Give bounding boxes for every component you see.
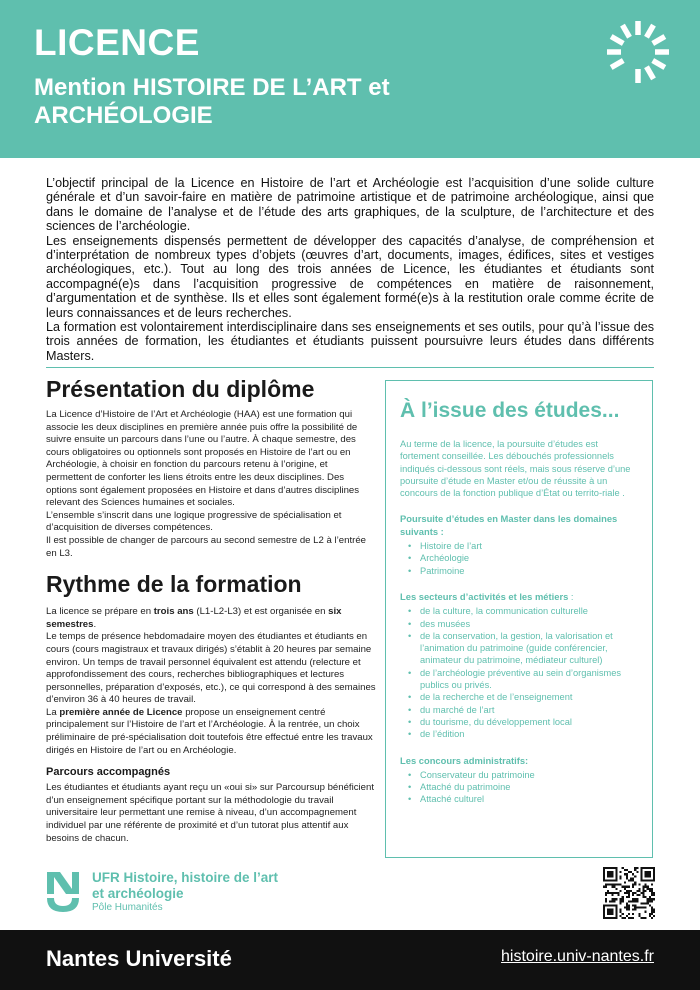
qr-module [645, 896, 647, 898]
qr-module [628, 913, 630, 915]
qr-module [649, 898, 651, 900]
qr-module [653, 911, 655, 913]
qr-module [638, 913, 640, 915]
masters-list [400, 540, 638, 577]
qr-module [634, 907, 636, 909]
qr-module [630, 877, 632, 879]
qr-module [653, 892, 655, 894]
qr-module [628, 892, 630, 894]
qr-module [645, 884, 647, 886]
qr-module [620, 890, 622, 892]
qr-module [609, 900, 611, 902]
qr-module [632, 909, 634, 911]
qr-module [649, 915, 651, 917]
qr-module [609, 892, 611, 894]
parcours-heading: Parcours accompagnés [46, 766, 171, 779]
sunburst-ray [653, 37, 665, 44]
qr-module [628, 904, 630, 906]
qr-module [628, 909, 630, 911]
intro-paragraph: L’objectif principal de la Licence en Histoire de l’art et Archéologie est l’acquisition d’une solide culture générale et d’un savoir-faire en matière de patrimoine artistique et de patrimoine archéologique, ainsi que dans le domaine de l’analyse et de l’étude des arts graphiques, de la sculpture, de l’architecture et des sciences de l’archéologie. [46, 176, 654, 234]
sunburst-ray [623, 25, 630, 37]
list-item: • Attaché culturel [408, 793, 638, 805]
qr-module [630, 890, 632, 892]
qr-module [651, 900, 653, 902]
qr-module [649, 913, 651, 915]
qr-module [624, 869, 626, 871]
qr-module [607, 892, 609, 894]
qr-module [636, 907, 638, 909]
qr-module [620, 915, 622, 917]
qr-module [643, 888, 645, 890]
qr-module [653, 915, 655, 917]
qr-module [651, 913, 653, 915]
qr-module [622, 898, 624, 900]
qr-module [645, 917, 647, 919]
qr-module [638, 907, 640, 909]
list-item: • Histoire de l’art [408, 540, 638, 552]
qr-module [632, 894, 634, 896]
qr-module [632, 879, 634, 881]
bold-run: première année de Licence [59, 706, 183, 718]
intro-paragraph: Les enseignements dispensés permettent de développer des capacités d’analyse, de compréhension et d’interprétation de nombreux types d’objets (œuvres d’art, documents, images, édifices, sites et vestiges archéologiques, etc.). Tout au long des trois années de Licence, les étudiantes et étudiants sont accompagné(e)s dans l’acquisition progressive de compétences en matière de raisonnement, d’argumentation et de synthèse. Ils et elles sont également formé(e)s à la restitution orale comme écrite de leurs connaissances et de leurs recherches. [46, 233, 654, 320]
qr-module [649, 890, 651, 892]
qr-module [628, 917, 630, 919]
qr-module [645, 886, 647, 888]
qr-module [626, 877, 628, 879]
qr-module [620, 909, 622, 911]
qr-module [620, 900, 622, 902]
qr-module [628, 894, 630, 896]
qr-module [651, 890, 653, 892]
presentation-paragraph: Il est possible de changer de parcours au second semestre de L2 à l’entrée en L3. [46, 534, 366, 559]
qr-module [651, 911, 653, 913]
qr-module [647, 886, 649, 888]
sunburst-ray [647, 25, 654, 37]
qr-module [626, 915, 628, 917]
qr-module [632, 873, 634, 875]
qr-module [613, 900, 615, 902]
qr-module [615, 888, 617, 890]
list-item: • Patrimoine [408, 565, 638, 577]
qr-module [645, 890, 647, 892]
qr-module [651, 898, 653, 900]
qr-module [605, 894, 607, 896]
qr-module [626, 873, 628, 875]
qr-module [632, 898, 634, 900]
qr-module [613, 892, 615, 894]
qr-module [632, 904, 634, 906]
qr-module [651, 888, 653, 890]
rythme-paragraph: Le temps de présence hebdomadaire moyen des étudiantes et étudiants en cours (cours magistraux et travaux dirigés) s’établit à 20 heures par semaine environ. Un temps de travail personnel équivalent est attendu (relecture et approfondissement des cours, recherches bibliographiques et lectures personnelles, préparation d’exposés, etc.), ce qui correspond à des semaines d’environ 36 à 40 heures de travail. [46, 631, 376, 706]
qr-module [630, 871, 632, 873]
qr-module [636, 898, 638, 900]
ufr-name [92, 870, 278, 914]
qr-module [638, 915, 640, 917]
qr-module [620, 871, 622, 873]
sunburst-ray [611, 61, 623, 68]
list-item: • des musées [408, 618, 638, 630]
text-run: La licence se prépare en [46, 606, 154, 618]
list-item: • de l’archéologie préventive au sein d’organismes publics ou privés. [408, 667, 638, 692]
qr-module [620, 898, 622, 900]
qr-module [643, 896, 645, 898]
qr-module [624, 907, 626, 909]
qr-module [622, 917, 624, 919]
qr-module [624, 882, 626, 884]
qr-module [651, 884, 653, 886]
qr-module [634, 909, 636, 911]
sunburst-logo-icon [604, 18, 672, 86]
intro-paragraph: La formation est volontairement interdisciplinaire dans ses enseignements et ses outils, pour qu’à l’issue des trois années de formation, les étudiantes et étudiants puissent poursuivre leurs études dans différents Masters. [46, 320, 654, 363]
list-item: • du marché de l’art [408, 704, 638, 716]
qr-module [626, 892, 628, 894]
qr-module [636, 871, 638, 873]
intro-text [46, 176, 654, 363]
qr-module [607, 909, 613, 915]
secteurs-list [400, 605, 638, 740]
qr-module [634, 898, 636, 900]
qr-module [628, 896, 630, 898]
qr-module [634, 884, 636, 886]
qr-module [628, 886, 630, 888]
qr-module [626, 907, 628, 909]
qr-module [605, 898, 607, 900]
qr-module [647, 900, 649, 902]
rythme-paragraph [46, 606, 376, 631]
qr-module [615, 892, 617, 894]
qr-module [618, 894, 620, 896]
qr-module [611, 900, 613, 902]
bold-run: trois ans [153, 606, 194, 618]
qr-module [626, 875, 628, 877]
qr-module [628, 900, 630, 902]
list-item: • Attaché du patrimoine [408, 781, 638, 793]
section-divider [46, 367, 654, 368]
ufr-line: UFR Histoire, histoire de l’art [92, 870, 279, 885]
qr-module [607, 871, 613, 877]
list-item: • Conservateur du patrimoine [408, 769, 638, 781]
qr-module [647, 888, 649, 890]
footer-bar [0, 930, 700, 990]
presentation-paragraph: L’ensemble s’inscrit dans une logique progressive de spécialisation et d’acquisition de diverses compétences. [46, 509, 342, 534]
qr-module [628, 907, 630, 909]
masters-heading: Poursuite d’études en Master dans les domaines suivants : [400, 513, 618, 537]
qr-module [628, 871, 630, 873]
qr-module [620, 884, 622, 886]
list-item: • de la culture, la communication culturelle [408, 605, 638, 617]
qr-module [630, 900, 632, 902]
qr-module [638, 890, 640, 892]
qr-module [640, 892, 642, 894]
qr-module [634, 904, 636, 906]
qr-module [630, 879, 632, 881]
qr-module [632, 913, 634, 915]
qr-module [630, 917, 632, 919]
qr-module [620, 877, 622, 879]
ufr-pole: Pôle Humanités [92, 902, 163, 913]
qr-module [626, 896, 628, 898]
presentation-heading: Présentation du diplôme [46, 376, 315, 402]
qr-module [649, 904, 651, 906]
qr-module [634, 892, 636, 894]
qr-module [643, 890, 645, 892]
qr-module [651, 909, 653, 911]
list-item: • de l’édition [408, 728, 638, 740]
text-run: La [46, 706, 60, 718]
issue-heading: À l’issue des études... [400, 399, 620, 422]
qr-module [605, 886, 607, 888]
qr-module [626, 890, 628, 892]
issue-intro: Au terme de la licence, la poursuite d’études est fortement conseillée. Les débouchés professionnels indiqués ci-dessous sont réels, mais sous réserve d’une poursuite d’étude en Master et/ou de réussite à un concours de la fonction publique d’État ou territo-riale . [400, 439, 631, 499]
presentation-text [46, 409, 376, 560]
qr-module [609, 884, 611, 886]
qr-module [603, 886, 605, 888]
rythme-text [46, 606, 376, 757]
bold-run: six semestres [46, 606, 342, 630]
qr-module [632, 900, 634, 902]
qr-module [634, 869, 636, 871]
qr-module [618, 884, 620, 886]
qr-module [643, 894, 645, 896]
secteurs-heading-text: Les secteurs d’activités et les métiers [400, 590, 569, 602]
qr-module [624, 888, 626, 890]
qr-module [643, 907, 645, 909]
qr-module [634, 875, 636, 877]
qr-module [611, 892, 613, 894]
qr-module [640, 907, 642, 909]
qr-module [622, 900, 624, 902]
qr-module [636, 894, 638, 896]
qr-module [624, 892, 626, 894]
qr-module [624, 886, 626, 888]
qr-module [632, 917, 634, 919]
concours-list [400, 769, 638, 806]
qr-module [645, 911, 647, 913]
qr-module [645, 902, 647, 904]
qr-module [643, 892, 645, 894]
nu-logo-icon [46, 871, 80, 913]
parcours-paragraph: Les étudiantes et étudiants ayant reçu un «oui si» sur Parcoursup bénéficient d’un enseignement spécifique portant sur la méthodologie du travail universitaire leur permettant une remise à niveau, d’un accompagnement individuel par une référente de proximité et d’un tutorat plus attentif aux besoins de chacun. [46, 782, 374, 844]
qr-module [649, 900, 651, 902]
qr-module [628, 879, 630, 881]
qr-module [626, 886, 628, 888]
qr-module [638, 894, 640, 896]
qr-module [611, 884, 613, 886]
qr-module [632, 884, 634, 886]
issue-box [385, 380, 653, 858]
qr-module [640, 902, 642, 904]
qr-module [636, 867, 638, 869]
qr-module [647, 898, 649, 900]
qr-code-icon[interactable] [603, 867, 655, 919]
qr-module [618, 892, 620, 894]
presentation-paragraph: La Licence d’Histoire de l’Art et Archéologie (HAA) est une formation qui associe les deux disciplines en première année puis offre la possibilité de suivre ensuite un parcours dans l’une ou l’autre. À chaque semestre, des cours obligatoires ou optionnels sont proposés en Histoire de l’art ou en Archéologie, à choisir en fonction du parcours retenu à l’origine, et permettent de conforter les liens étroits entre les deux disciplines. Des options sont également proposées en Histoire et dans d’autres disciplines relevant des Sciences humaines et sociales. [46, 409, 360, 509]
qr-module [636, 890, 638, 892]
secteurs-heading [400, 591, 638, 603]
qr-module [636, 900, 638, 902]
qr-module [632, 892, 634, 894]
qr-module [626, 902, 628, 904]
qr-module [611, 894, 613, 896]
left-column [46, 375, 376, 845]
qr-module [651, 917, 653, 919]
qr-module [611, 898, 613, 900]
qr-module [638, 888, 640, 890]
qr-module [613, 884, 615, 886]
text-run: . [93, 618, 97, 630]
qr-module [613, 898, 615, 900]
qr-module [640, 917, 642, 919]
qr-module [615, 884, 617, 886]
qr-module [626, 909, 628, 911]
qr-module [620, 911, 622, 913]
qr-module [622, 896, 624, 898]
list-item: • du tourisme, du développement local [408, 716, 638, 728]
qr-module [615, 898, 617, 900]
sunburst-ray [653, 61, 665, 68]
qr-module [632, 877, 634, 879]
qr-module [651, 907, 653, 909]
qr-module [620, 902, 622, 904]
qr-module [653, 894, 655, 896]
qr-module [638, 884, 640, 886]
text-run: (L1-L2-L3) et est organisée en [193, 606, 329, 618]
qr-module [645, 907, 647, 909]
qr-module [643, 902, 645, 904]
qr-module [607, 884, 609, 886]
rythme-heading: Rythme de la formation [46, 571, 302, 598]
qr-module [622, 867, 624, 869]
list-item: • Archéologie [408, 552, 638, 564]
qr-module [634, 900, 636, 902]
qr-module [645, 871, 651, 877]
qr-module [634, 882, 636, 884]
sunburst-ray [647, 67, 654, 79]
qr-module [626, 869, 628, 871]
rythme-paragraph [46, 707, 376, 757]
sunburst-ray [611, 37, 623, 44]
qr-module [647, 902, 649, 904]
qr-module [622, 913, 624, 915]
qr-module [624, 917, 626, 919]
website-link[interactable]: histoire.univ-nantes.fr [501, 948, 654, 965]
qr-module [622, 886, 624, 888]
qr-module [643, 886, 645, 888]
qr-module [653, 898, 655, 900]
qr-module [611, 886, 613, 888]
qr-module [634, 867, 636, 869]
page-subtitle: Mention HISTOIRE DE L’ART et ARCHÉOLOGIE [34, 74, 390, 129]
qr-module [643, 917, 645, 919]
ufr-line: et archéologie [92, 885, 184, 901]
qr-module [651, 892, 653, 894]
qr-module [607, 890, 609, 892]
list-item: • de la recherche et de l’enseignement [408, 691, 638, 703]
qr-module [628, 890, 630, 892]
page-title: LICENCE [34, 22, 200, 63]
concours-heading: Les concours administratifs: [400, 754, 529, 766]
list-item: • de la conservation, la gestion, la valorisation et l’animation du patrimoine (guide conférencier, animateur du patrimoine, médiateur culturel) [408, 630, 638, 667]
qr-module [626, 904, 628, 906]
qr-module [605, 892, 607, 894]
text-run: propose un enseignement centré principalement sur l’Histoire de l’art et l’Archéologie. À la rentrée, un choix préliminaire de pré-spécialisation doit toutefois être effectué entre les travaux dirigés en Histoire de l’art ou en Archéologie. [46, 706, 373, 756]
qr-module [649, 888, 651, 890]
qr-module [613, 886, 615, 888]
qr-module [649, 896, 651, 898]
secteurs-heading-colon: : [568, 590, 574, 602]
qr-module [632, 886, 634, 888]
header-banner [0, 0, 700, 158]
qr-module [620, 875, 622, 877]
qr-module [605, 884, 607, 886]
qr-module [653, 909, 655, 911]
qr-module [624, 873, 626, 875]
university-name: Nantes Université [46, 946, 232, 971]
qr-module [605, 900, 607, 902]
qr-module [651, 894, 653, 896]
parcours-text [46, 782, 376, 845]
